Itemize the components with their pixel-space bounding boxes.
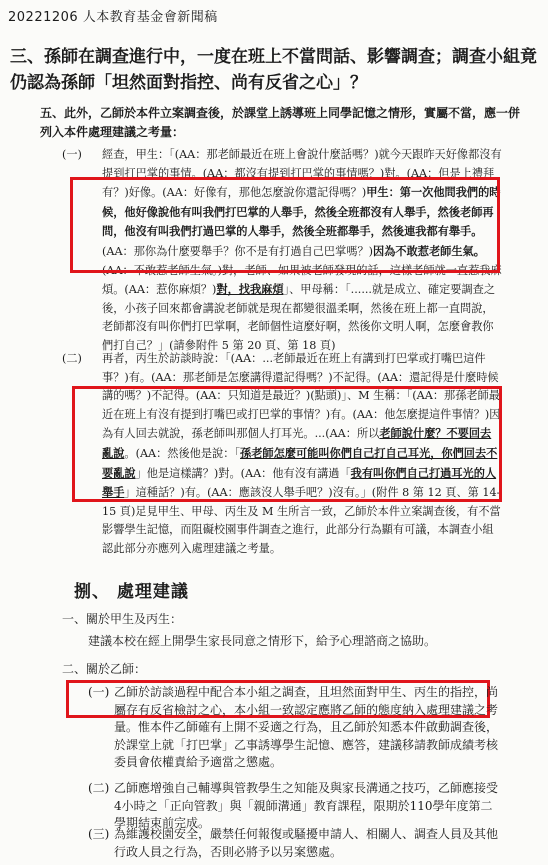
highlight-quote: 對，找我麻煩 <box>216 282 284 297</box>
recommendation-item-b <box>88 780 498 833</box>
item-2-label: (二) <box>62 352 82 365</box>
subsection-2-title: 二、關於乙師： <box>62 662 147 676</box>
recommendation-a-text: 乙師於訪談過程中配合本小組之調查，且坦然面對甲生、丙生的指控，尚屬存有反省檢討之心，本小組一致認定應將乙師的態度納入處理建議之考量。惟本件乙師確有上開不妥適之行為，且乙師於知悉本件啟動調查後，於課堂上就「打巴掌」乙事誘導學生記憶、應答，建議移請教師成績考核委員會依權責給予適當之懲處。 <box>114 685 499 769</box>
recommendation-c-label: (三) <box>88 827 110 841</box>
paragraph-five-number: 五、 <box>40 106 65 120</box>
recommendation-b-label: (二) <box>88 781 110 795</box>
highlight-quote: 我有叫你們自己打過耳光的人舉手 <box>102 465 497 500</box>
highlight-quote: 老師說什麼？不要回去亂說 <box>102 426 492 460</box>
highlight-quote: 因為不敢惹老師生氣。 <box>373 243 485 258</box>
item-1-label: (一) <box>62 148 82 161</box>
item-2-text: 再者，丙生於訪談時說：「(AA：...老師最近在班上有講到打巴掌或打嘴巴這件事？)有。(AA：那老師是怎麼講得還記得嗎？)不記得。(AA：還記得是什麼時候講的嗎？)不記得。(AA：只知道是最近？)(點頭)」、M 生稱：「(AA：那孫老師最近在班上有沒有提到打嘴巴或打巴掌的事情？)有。(AA：他怎麼提這件事情？)因為有人回去就說，孫老師叫那個人打耳光。...(AA：所以老師說什麼？不要回去亂說。(AA：然後他是說：「孫老師怎麼可能叫你們自己打自己耳光，你們回去不要亂說」他是這樣講？)對。(AA：他有沒有講過「我有叫你們自己打過耳光的人舉手」這種話？)有。(AA：應該沒人舉手吧？)沒有。」(附件 8 第 12 頁、第 14-15 頁)足見甲生、甲母、丙生及 M 生所言一致，乙師於本件立案調查後，有不當影響學生記憶，而阻礙校園事件調查之進行，此部分行為顯有可議，本調查小組認此部分亦應列入處理建議之考量。 <box>102 352 501 555</box>
highlight-quote: 甲生：第一次他問我們的時候，他好像說他有叫我們打巴掌的人舉手，然後全班都沒有人舉手，然後老師再問，他沒有叫我們打過巴掌的人舉手，然後全班都舉手，然後連我都有舉手。 <box>102 185 501 239</box>
recommendation-b-text: 乙師應增強自己輔導與管教學生之知能及與家長溝通之技巧，乙師應接受4小時之「正向管教」與「親師溝通」教育課程，限期於110學年度第二學期結束前完成。 <box>114 781 499 830</box>
subsection-1-text: 建議本校在經上開學生家長同意之情形下，給予心理諮商之協助。 <box>88 634 437 648</box>
recommendation-a-label: (一) <box>88 685 110 699</box>
recommendation-item-c <box>88 826 498 861</box>
recommendation-c-text: 為維護校園安全，嚴禁任何報復或騷擾申請人、相關人、調查人員及其他行政人員之行為，否則必將予以另案懲處。 <box>114 827 499 859</box>
subsection-1-title: 一、關於甲生及丙生： <box>62 612 183 626</box>
paragraph-five <box>40 104 525 142</box>
highlight-quote: 孫老師怎麼可能叫你們自己打自己耳光，你們回去不要亂說 <box>102 445 498 480</box>
section-heading-recommendations: 捌、 處理建議 <box>74 582 189 602</box>
recommendation-item-a <box>88 684 498 772</box>
paragraph-five-text: 此外，乙師於本件立案調查後，於課堂上誘導班上同學記憶之情形，實屬不當，應一併列入本件處理建議之考量： <box>40 106 521 139</box>
document-header: 20221206 人本教育基金會新聞稿 <box>8 10 218 25</box>
press-headline: 三、孫師在調查進行中，一度在班上不當問話、影響調查；調查小組竟仍認為孫師「坦然面對指控、尚有反省之心」？ <box>10 47 537 93</box>
red-highlight-box <box>72 386 502 502</box>
item-1-text: 經查，甲生：「(AA：那老師最近在班上會說什麼話嗎？)就今天跟昨天好像都沒有提到打巴掌的事情。(AA：都沒有提到打巴掌的事情嗎？)對。(AA：但是上禮拜有？)好像。(AA：好像有，那他怎麼說你還記得嗎？)甲生：第一次他問我們的時候，他好像說他有叫我們打巴掌的人舉手，然後全班都沒有人舉手，然後老師再問，他沒有叫我們打過巴掌的人舉手，然後全班都舉手，然後連我都有舉手。(AA：那你為什麼要舉手？你不是有打過自己巴掌嗎？)因為不敢惹老師生氣。(AA：不敢惹老師生氣。)對，老師、如果被老師發現的話，這樣老師就一直惹我麻煩。(AA：惹你麻煩？)對，找我麻煩」、甲母稱：「......就是成立、確定要調查之後，小孩子回來都會講說老師就是現在都變很溫柔啊，然後在班上都一直問說，老師都沒有叫你們打巴掌啊，老師個性這麼好啊，然後你文明人啊，怎麼會教你們打自己？」(請參附件 5 第 20 頁、第 18 頁) <box>102 148 502 352</box>
red-highlight-box <box>70 177 500 273</box>
